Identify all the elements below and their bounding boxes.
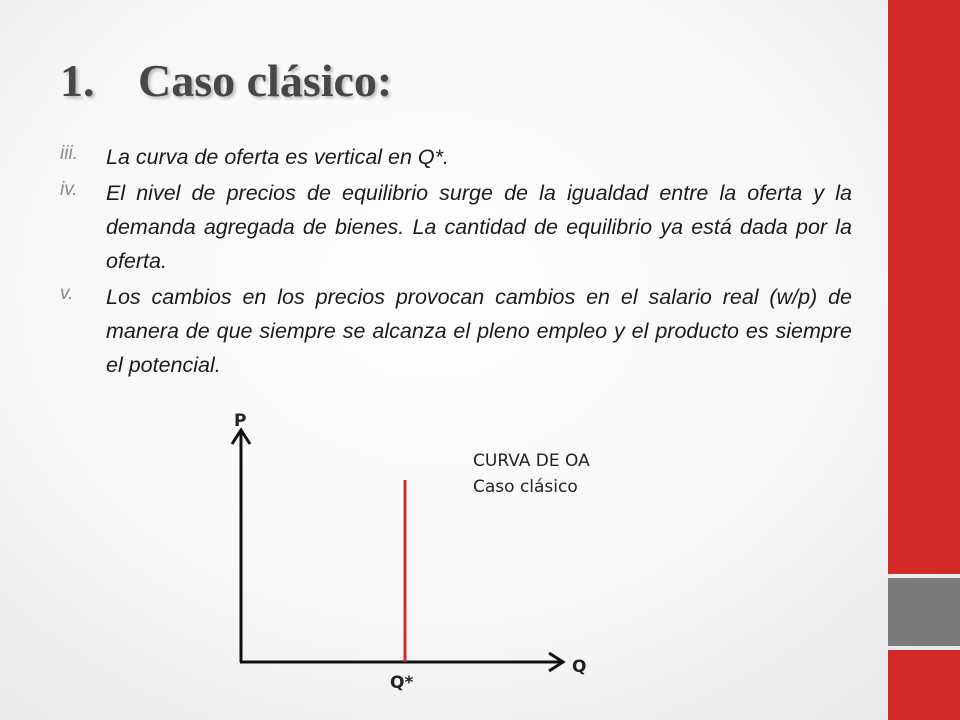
supply-diagram bbox=[210, 400, 610, 700]
x-axis-label: Q bbox=[572, 657, 587, 677]
equilibrium-quantity-label: Q* bbox=[390, 673, 414, 693]
list-marker: v. bbox=[60, 283, 74, 304]
title-number: 1. bbox=[60, 55, 95, 106]
side-band-red-top bbox=[888, 0, 960, 574]
side-color-band bbox=[888, 0, 960, 720]
title-text: Caso clásico: bbox=[138, 55, 393, 106]
list-item-text: Los cambios en los precios provocan cambios en el salario real (w/p) de manera de que siempre se alcanza el pleno empleo y el producto es siempre el potencial. bbox=[106, 285, 852, 377]
list-marker: iii. bbox=[60, 143, 78, 164]
list-item bbox=[58, 140, 852, 174]
legend-subtitle: Caso clásico bbox=[473, 477, 578, 497]
bullet-list bbox=[58, 140, 852, 384]
list-item bbox=[58, 280, 852, 382]
side-band-red-bottom bbox=[888, 650, 960, 720]
list-item-text: La curva de oferta es vertical en Q*. bbox=[106, 145, 449, 169]
legend-title: CURVA DE OA bbox=[473, 451, 590, 471]
y-axis-label: P bbox=[234, 411, 247, 431]
list-marker: iv. bbox=[60, 179, 78, 200]
side-band-gray bbox=[888, 578, 960, 646]
list-item bbox=[58, 176, 852, 278]
slide-title bbox=[60, 54, 392, 107]
list-item-text: El nivel de precios de equilibrio surge de la igualdad entre la oferta y la demanda agregada de bienes. La cantidad de equilibrio ya está dada por la oferta. bbox=[106, 181, 852, 273]
